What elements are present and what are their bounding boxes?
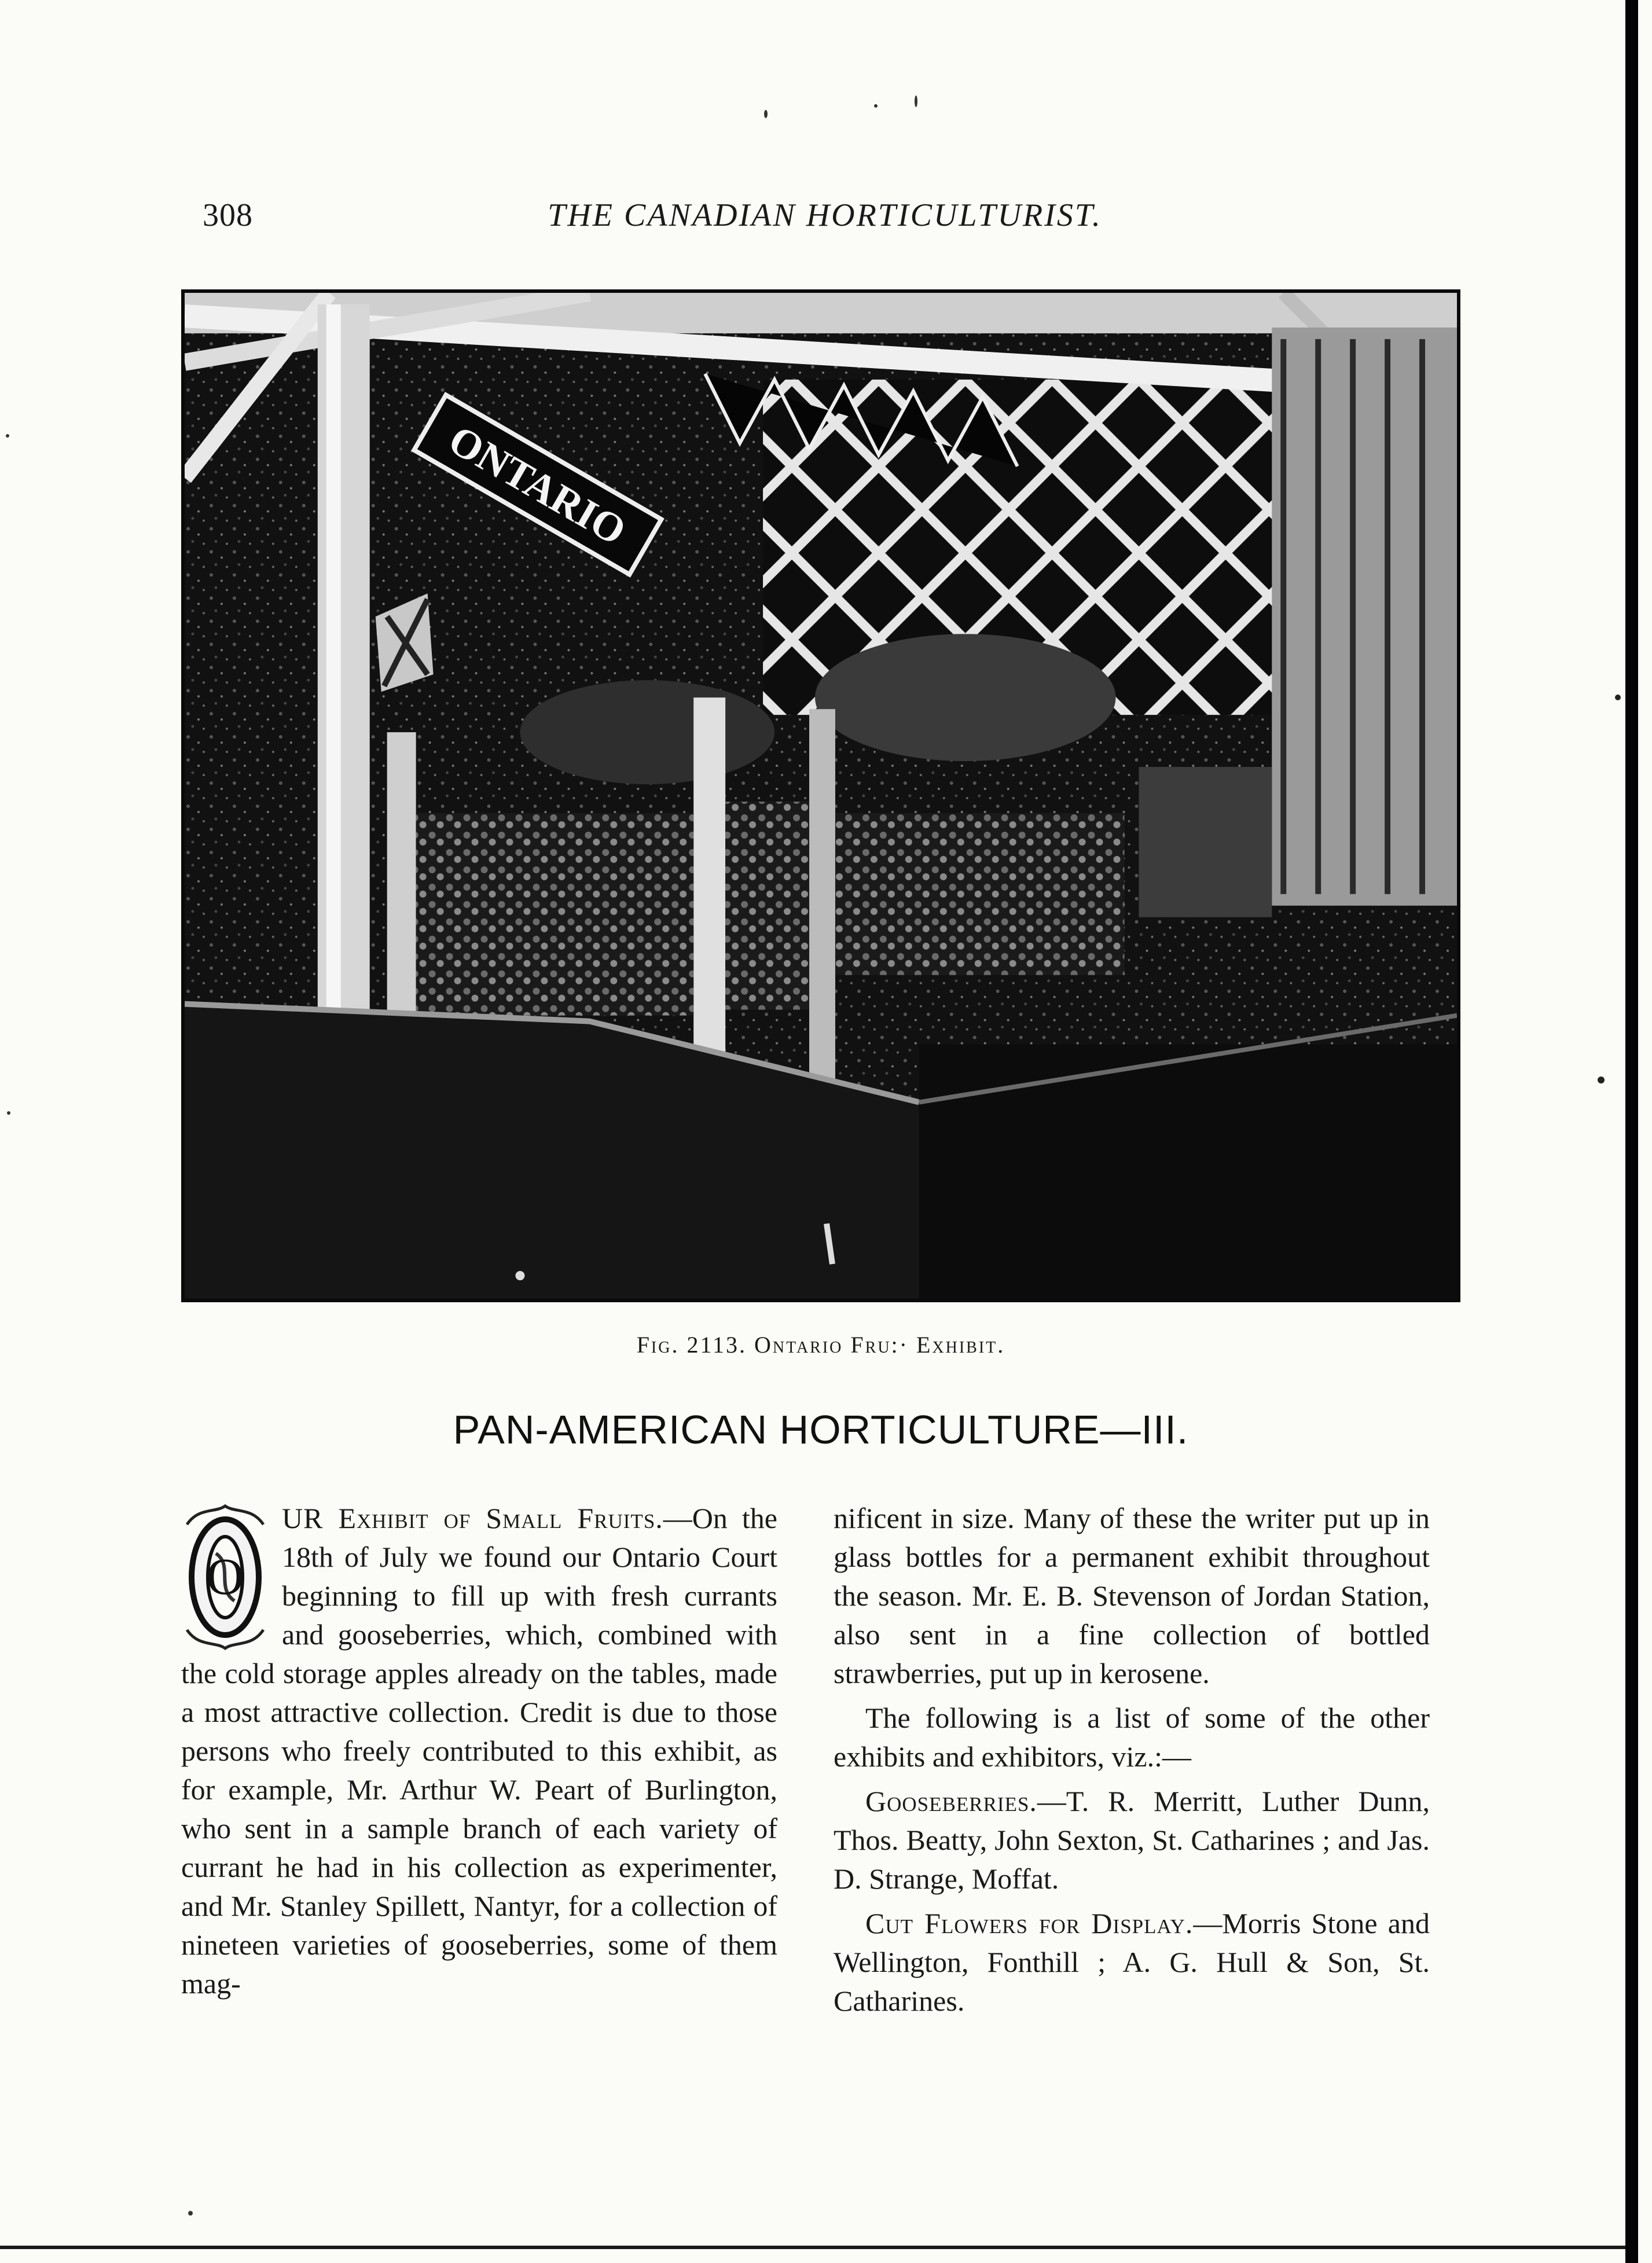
paragraph: The following is a list of some of the other exhibits and exhibitors, viz.:— — [834, 1702, 1430, 1773]
paragraph: nificent in size. Many of these the writer put up in glass bottles for a permanent exhibit throughout the season. Mr. E. B. Stevenson of Jordan Station, also sent in a fine collection of bottled strawberries, put up in kerosene. — [834, 1502, 1430, 1689]
page-number: 308 — [203, 197, 253, 233]
scan-speck — [1615, 695, 1621, 700]
paragraph-text: —On the 18th of July we found our Ontario Court beginning to fill up with fresh currants and gooseberries, which, combined with the cold storage apples already on the tables, made a most attractive collection. Credit is due to those persons who freely contributed to this exhibit, as for example, Mr. Arthur W. Peart of Burlington, who sent in a sample branch of each variety of currant he had in his collection as experimenter, and Mr. Stanley Spillett, Nantyr, for a collection of nineteen varieties of gooseberries, some of them mag- — [181, 1502, 777, 2000]
binding-edge — [1625, 0, 1638, 2263]
section-lead: Cut Flowers for Display. — [865, 1907, 1194, 1939]
article-title: PAN-AMERICAN HORTICULTURE—III. — [453, 1407, 1189, 1452]
scan-speck — [6, 434, 9, 438]
scan-speck — [1598, 1077, 1605, 1083]
scan-speck — [188, 2211, 193, 2216]
paragraph — [834, 1904, 1430, 2020]
page-bottom-rule — [0, 2246, 1625, 2249]
ontario-sign-text: ONTARIO — [440, 416, 634, 554]
article-left-column — [181, 1499, 777, 2009]
ontario-fruit-exhibit-photo — [185, 293, 1457, 1299]
drop-cap-letter: O — [206, 1548, 244, 1606]
article-right-column — [834, 1499, 1430, 2026]
figure-caption: Fig. 2113. Ontario Fru:· Exhibit. — [636, 1332, 1005, 1358]
page-header — [191, 191, 1459, 243]
drop-cap-ornament — [181, 1501, 269, 1653]
running-title: THE CANADIAN HORTICULTURIST. — [548, 197, 1102, 233]
section-lead: Gooseberries. — [865, 1785, 1037, 1817]
scan-speck — [915, 95, 917, 107]
paragraph — [181, 1499, 777, 2003]
scan-speck — [7, 1111, 10, 1115]
section-lead: UR Exhibit of Small Fruits. — [282, 1502, 663, 1534]
scan-speck — [764, 110, 768, 118]
paragraph — [834, 1782, 1430, 1898]
figure-photograph — [181, 289, 1460, 1302]
scan-speck — [874, 104, 878, 108]
paragraph-text: —T. R. Merritt, Luther Dunn, Thos. Beatty, John Sexton, St. Catharines ; and Jas. D. Strange, Moffat. — [834, 1785, 1430, 1895]
paragraph-text: —Morris Stone and Wellington, Fonthill ; A. G. Hull & Son, St. Catharines. — [834, 1907, 1430, 2017]
ornamental-initial-icon — [181, 1501, 269, 1653]
